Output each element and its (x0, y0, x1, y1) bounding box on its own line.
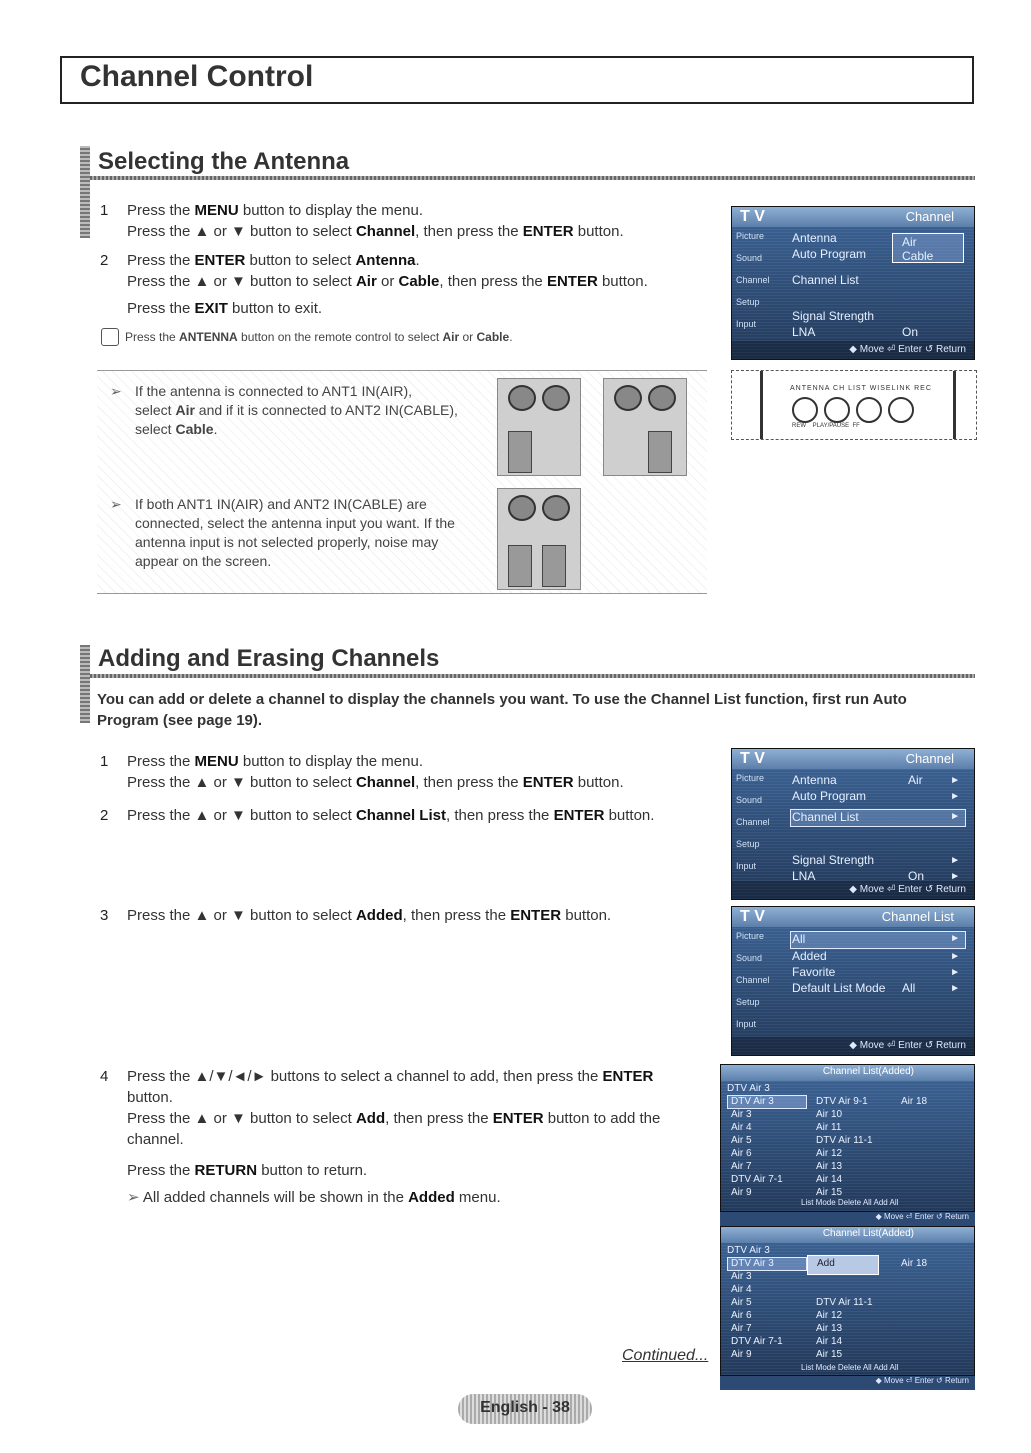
note-2: If both ANT1 IN(AIR) and ANT2 IN(CABLE) are connected, select the antenna input you want. If the antenna input is not selected properly, noise may appear on the screen. (135, 496, 455, 569)
step-number: 3 (100, 907, 109, 924)
step-number: 1 (100, 753, 109, 770)
tv-footer-bar: ◆ Move ⏎ Enter ↺ Return (720, 1376, 975, 1390)
tv-menu-screen-channel-list: T V Channel List Picture Sound Channel Setup Input All Added Favorite Default List Mode All ► ► ► ► ◆ Move ⏎ Enter ↺ Return (731, 906, 975, 1056)
note-arrow-icon: ➢ (127, 1189, 143, 1206)
remote-illustration: ANTENNA CH LIST WISELINK REC REW PLAY/PAUSE FF (731, 370, 977, 440)
section-rule (90, 176, 975, 180)
section-bar (80, 146, 90, 238)
note-arrow-icon: ➢ (110, 383, 122, 399)
step-2-text: Press the ▲ or ▼ button to select Channel List, then press the ENTER button. (127, 807, 655, 824)
section-intro: You can add or delete a channel to display the channels you want. To use the Channel List function, first run Auto Program (see page 19). (97, 691, 907, 729)
section-title-antenna: Selecting the Antenna (98, 148, 350, 175)
section-bar (80, 645, 90, 723)
tv-channel-list-added-screen-popup: Channel List(Added) DTV Air 3 DTV Air 3 Add Air 18 Air 3 Air 4 Air 5 DTV Air 11-1 Air 6 Air 12 Air 7 Air 13 DTV Air 7-1 Air 14 Air 9 Air 15 List Mode Delete All Add All (720, 1226, 975, 1376)
step-2-text: Press the ENTER button to select Antenna. Press the ▲ or ▼ button to select Air or Cable, then press the ENTER button. Press the EXIT button to exit. (127, 252, 648, 317)
cable-jack-illustration (603, 378, 687, 476)
step-number: 1 (100, 202, 109, 219)
step-number: 2 (100, 252, 109, 269)
section-title-adding: Adding and Erasing Channels (98, 645, 440, 672)
note-arrow-icon: ➢ (110, 496, 122, 512)
tv-channel-list-added-screen: Channel List(Added) DTV Air 3 DTV Air 3 DTV Air 9-1 Air 18 Air 3 Air 10 Air 4 Air 11 Air 5 DTV Air 11-1 Air 6 Air 12 Air 7 Air 13 DTV Air 7-1 Air 14 Air 9 Air 15 List Mode Delete All Add All (720, 1064, 975, 1212)
note-1: If the antenna is connected to ANT1 IN(AIR), select Air and if it is connected to ANT2 IN(CABLE), select Cable. (135, 383, 458, 437)
tv-menu-screen-channel: T V Channel Picture Sound Channel Setup Input Antenna Auto Program Channel List Signal Strength LNA Air On ► ► ► ► ► ◆ Move ⏎ Enter ↺ Return (731, 748, 975, 900)
continued-label: Continued... (622, 1347, 709, 1364)
step-1-text: Press the MENU button to display the menu. Press the ▲ or ▼ button to select Channel, then press the ENTER button. (127, 753, 624, 791)
step-number: 4 (100, 1068, 109, 1085)
section-rule (90, 674, 975, 678)
tv-footer-bar: ◆ Move ⏎ Enter ↺ Return (720, 1212, 975, 1226)
step-3-text: Press the ▲ or ▼ button to select Added, then press the ENTER button. (127, 907, 612, 924)
step-number: 2 (100, 807, 109, 824)
step-4-text: Press the ▲/▼/◄/► buttons to select a channel to add, then press the ENTER button. Press the ▲ or ▼ button to select Add, then press the ENTER button to add the channel. Press the RETURN button to return. ➢ All added channels will be shown in the Added menu. (127, 1068, 661, 1206)
remote-note-icon (101, 328, 119, 346)
remote-note: Press the ANTENNA button on the remote control to select Air or Cable. (125, 330, 513, 344)
both-jacks-illustration (497, 488, 581, 590)
page-title: Channel Control (80, 60, 314, 93)
page-number: English - 38 (480, 1399, 570, 1416)
antenna-jack-illustration (497, 378, 581, 476)
tv-menu-screen-antenna: T V Channel Picture Sound Channel Setup Input Antenna Auto Program Channel List Signal Strength LNA Air Cable On ◆ Move ⏎ Enter ↺ Return (731, 206, 975, 360)
step-1-text: Press the MENU button to display the menu. Press the ▲ or ▼ button to select Channel, then press the ENTER button. (127, 202, 624, 240)
